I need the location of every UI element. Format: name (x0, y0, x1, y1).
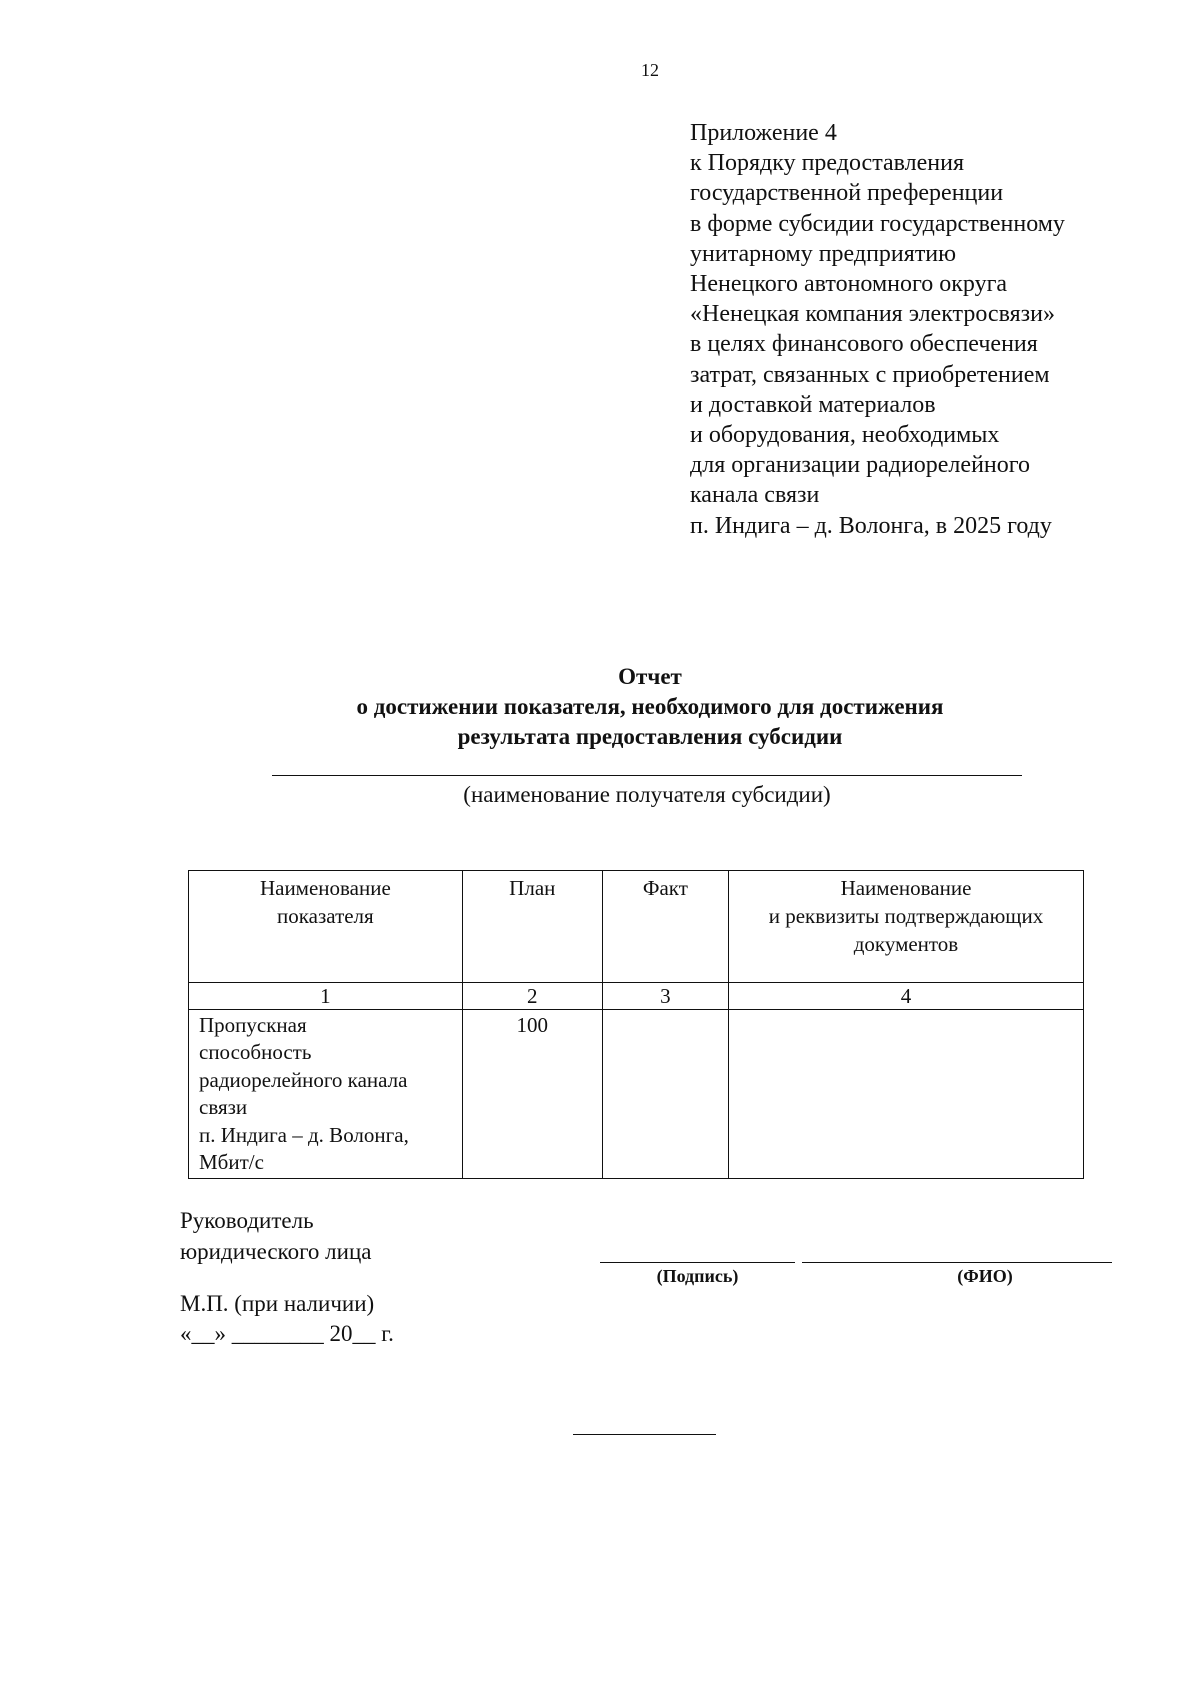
header-documents: Наименование и реквизиты подтверждающих документов (728, 871, 1083, 983)
date-field[interactable]: «__» ________ 20__ г. (180, 1321, 394, 1346)
annex-line: унитарному предприятию (690, 240, 957, 267)
annex-line: и оборудования, необходимых (690, 422, 1000, 449)
signature-caption: (Подпись) (656, 1266, 739, 1286)
report-title-line: Отчет (618, 664, 682, 689)
annex-line: Ненецкого автономного округа (690, 271, 1008, 298)
annex-line: государственной преференции (690, 180, 1004, 207)
fio-caption: (ФИО) (957, 1266, 1013, 1286)
column-number: 1 (189, 983, 463, 1010)
annex-line: «Ненецкая компания электросвязи» (690, 301, 1055, 328)
indicator-name-cell: Пропускная способность радиорелейного канала связи п. Индига – д. Волонга, Мбит/с (189, 1010, 463, 1179)
column-number: 2 (462, 983, 602, 1010)
report-title-line: о достижении показателя, необходимого для достижения (356, 694, 944, 719)
column-number: 4 (728, 983, 1083, 1010)
recipient-caption: (наименование получателя субсидии) (463, 782, 831, 807)
header-plan: План (462, 871, 602, 983)
header-fact: Факт (602, 871, 728, 983)
recipient-name-line (272, 775, 1022, 776)
page-number: 12 (641, 60, 659, 80)
annex-reference-block (690, 118, 1065, 541)
head-of-entity-label: Руководитель юридического лица (180, 1208, 372, 1264)
annex-line: Приложение 4 (690, 120, 837, 146)
fact-value-cell[interactable] (602, 1010, 728, 1179)
annex-line: в форме субсидии государственному (690, 210, 1065, 237)
fio-line[interactable] (802, 1262, 1112, 1263)
annex-line: канала связи (690, 482, 820, 509)
table-column-numbers-row (189, 983, 1084, 1010)
documents-cell[interactable] (728, 1010, 1083, 1179)
plan-value-cell: 100 (462, 1010, 602, 1179)
signature-line[interactable] (600, 1262, 795, 1263)
end-of-document-divider (573, 1434, 716, 1435)
report-title (200, 662, 1100, 752)
annex-line: для организации радиорелейного (690, 452, 1030, 479)
annex-line: к Порядку предоставления (690, 150, 965, 177)
table-row (189, 1010, 1084, 1179)
header-indicator: Наименование показателя (189, 871, 463, 983)
table-header-row (189, 871, 1084, 983)
annex-line: п. Индига – д. Волонга, в 2025 году (690, 512, 1052, 539)
report-table (188, 870, 1084, 1179)
column-number: 3 (602, 983, 728, 1010)
annex-line: и доставкой материалов (690, 391, 936, 418)
annex-line: в целях финансового обеспечения (690, 331, 1038, 358)
annex-line: затрат, связанных с приобретением (690, 361, 1050, 388)
stamp-label: М.П. (при наличии) (180, 1291, 375, 1316)
report-title-line: результата предоставления субсидии (457, 724, 843, 749)
